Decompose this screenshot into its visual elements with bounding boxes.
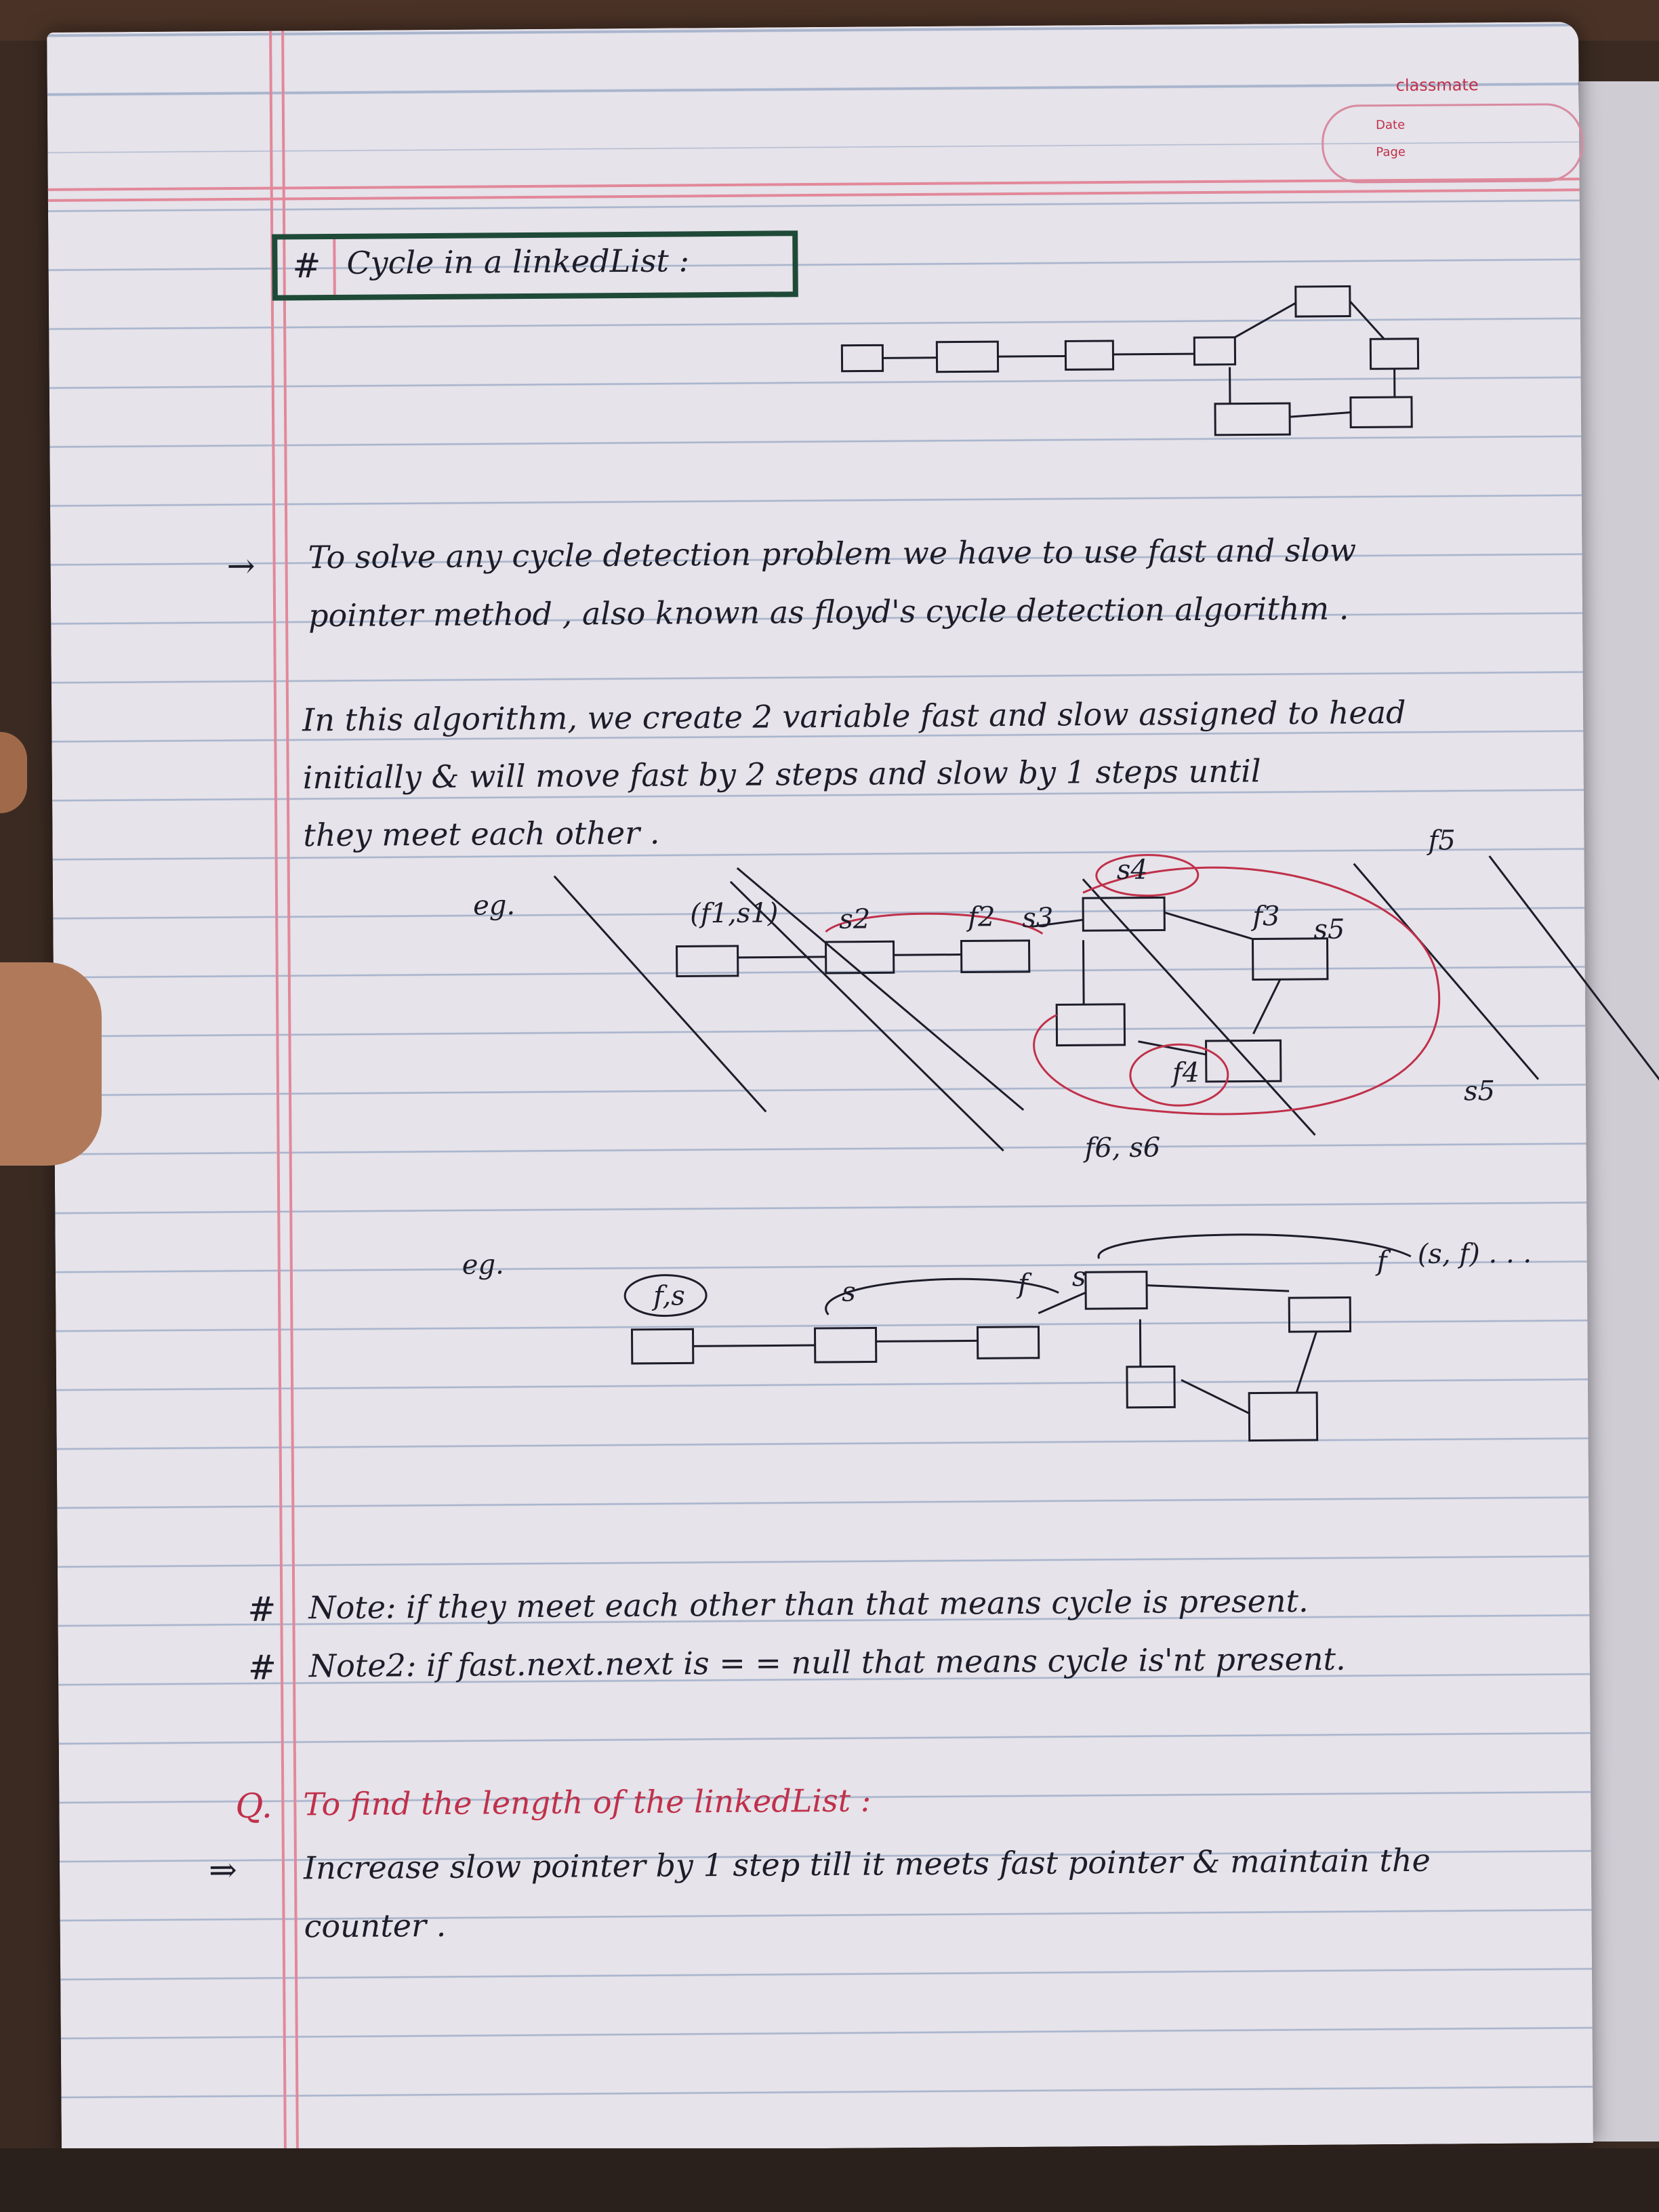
title-hash: #	[292, 246, 321, 286]
example-label: eg.	[472, 890, 516, 922]
pointer-mark: s	[841, 1276, 856, 1308]
arrow	[1290, 413, 1351, 417]
page-title: Cycle in a linkedList :	[346, 242, 690, 281]
paragraph-line: pointer method , also known as floyd's cycle detection algorithm .	[308, 590, 1349, 634]
arrow	[1235, 303, 1296, 337]
finger	[0, 732, 27, 813]
arrow	[1164, 912, 1252, 940]
pointer-mark: f	[1017, 1268, 1029, 1300]
thumb	[0, 962, 102, 1166]
arrow	[738, 957, 826, 958]
arrow	[1038, 1292, 1086, 1313]
node-box	[1057, 1004, 1124, 1046]
node-box	[961, 941, 1029, 972]
node-box	[1249, 1393, 1317, 1441]
answer-line: Increase slow pointer by 1 step till it meets fast pointer & maintain the	[303, 1841, 1431, 1887]
date-page-box	[1322, 103, 1584, 184]
pointer-mark: f	[1376, 1246, 1387, 1277]
arrow	[1253, 979, 1281, 1033]
note-hash: #	[247, 1589, 276, 1629]
node-box	[1086, 1272, 1147, 1309]
pointer-mark: (f1,s1)	[690, 897, 779, 930]
node-box	[1351, 397, 1412, 428]
pointer-mark: f3	[1252, 901, 1280, 933]
paragraph-line: To solve any cycle detection problem we have to use fast and slow	[308, 531, 1357, 576]
node-box	[937, 342, 998, 372]
strike-line	[1490, 855, 1659, 1100]
note-line: Note2: if fast.next.next is = = null that means cycle is'nt present.	[308, 1640, 1346, 1685]
pointer-mark: s2	[839, 903, 871, 935]
node-box	[842, 345, 882, 371]
node-box	[632, 1329, 693, 1364]
note-hash: #	[247, 1647, 277, 1687]
page-label: Page	[1376, 144, 1406, 160]
title-separator	[333, 239, 336, 295]
pointer-mark: s3	[1022, 902, 1054, 934]
pointer-mark: s5	[1313, 914, 1345, 945]
arrow	[693, 1345, 815, 1346]
arrow	[1350, 301, 1384, 339]
arrow	[876, 1340, 978, 1341]
example-label: eg.	[462, 1249, 504, 1281]
node-box	[1206, 1040, 1281, 1082]
background-bottom	[0, 2148, 1659, 2212]
date-label: Date	[1376, 117, 1406, 133]
strike-line	[1354, 863, 1538, 1081]
bullet-arrow: →	[226, 546, 255, 586]
answer-line: counter .	[304, 1906, 447, 1945]
question-heading: To find the length of the linkedList :	[303, 1782, 872, 1823]
cycle-diagram	[828, 274, 1439, 481]
pointer-mark: (s, f) . . .	[1417, 1237, 1532, 1270]
arrow	[1147, 1284, 1289, 1292]
arrow	[1181, 1380, 1249, 1414]
red-loop	[1033, 866, 1440, 1115]
arrow	[1083, 940, 1084, 1004]
pointer-mark: f5	[1428, 825, 1456, 857]
pointer-ellipse	[1099, 1233, 1411, 1258]
answer-arrow: ⇒	[208, 1850, 238, 1890]
arrow	[894, 955, 962, 956]
node-box	[825, 941, 893, 973]
header-line	[48, 188, 1580, 202]
pointer-mark: s5	[1463, 1076, 1496, 1107]
node-box	[815, 1328, 876, 1362]
brand-logo: classmate	[1395, 75, 1479, 96]
note-line: Note: if they meet each other than that means cycle is present.	[308, 1582, 1309, 1626]
pointer-mark: f4	[1172, 1057, 1200, 1089]
example2-diagram	[597, 1214, 1616, 1492]
pointer-mark: s	[1071, 1261, 1086, 1293]
node-box	[1194, 337, 1235, 365]
paragraph-line: they meet each other .	[303, 814, 660, 854]
node-box	[1065, 341, 1113, 369]
question-prefix: Q.	[235, 1786, 272, 1826]
node-box	[1215, 403, 1290, 435]
node-box	[1370, 339, 1418, 369]
paragraph-line: In this algorithm, we create 2 variable fast and slow assigned to head	[302, 693, 1406, 739]
pointer-mark: f,s	[653, 1280, 685, 1312]
paragraph-line: initially & will move fast by 2 steps and slow by 1 steps until	[302, 752, 1261, 796]
node-box	[1289, 1298, 1350, 1332]
pointer-mark: f2	[968, 901, 996, 933]
node-box	[977, 1327, 1038, 1359]
node-box	[677, 946, 738, 977]
example1-diagram	[527, 825, 1647, 1195]
pointer-mark: f6, s6	[1084, 1132, 1161, 1164]
pointer-mark: s4	[1116, 854, 1148, 886]
node-box	[1127, 1366, 1174, 1407]
arrow	[1296, 1332, 1317, 1393]
arrow	[882, 358, 937, 359]
notebook-page	[47, 22, 1593, 2154]
node-box	[1296, 287, 1350, 317]
strike-line	[1083, 878, 1315, 1136]
arrow	[1139, 1041, 1206, 1055]
